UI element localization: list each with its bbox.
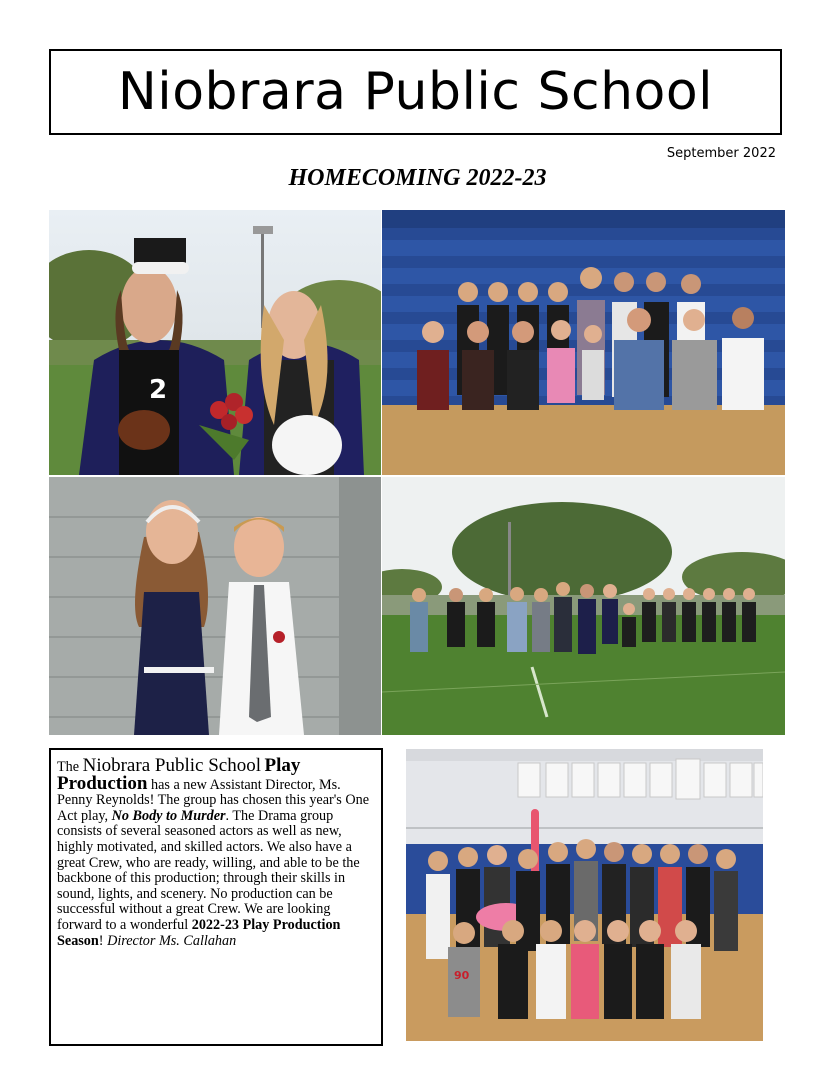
- season-highlight: 2022-23 Play Production Season: [57, 916, 341, 949]
- court-on-field-photo: [382, 477, 785, 735]
- sweatshirt-number: 90: [454, 969, 470, 982]
- king-jersey-number: 2: [149, 375, 168, 405]
- article-text-part2: . The Drama group consists of several seasoned actors as well as new, highly motivated, and skilled actors. We also have a great Crew, who are ready, willing, and able to be the backbone of this production; through their skills in sound, lights, and scenery. No production can be successful without a great Crew. We are looking forward to a wonderful: [57, 807, 360, 933]
- play-title: No Body to Murder: [111, 807, 226, 824]
- issue-date: September 2022: [666, 146, 776, 161]
- court-group-photo: [382, 210, 785, 475]
- masthead-box: [49, 49, 782, 135]
- director-signature: Director Ms. Callahan: [107, 932, 237, 949]
- intro-the: The: [57, 759, 83, 775]
- play-production-highlight: Play Production: [57, 755, 301, 794]
- school-title: Niobrara Public School: [117, 62, 714, 122]
- crown-bearers-photo: [49, 477, 381, 735]
- school-name-highlight: Niobrara Public School: [82, 755, 261, 776]
- play-production-group-photo: [406, 749, 763, 1041]
- play-production-article: [49, 748, 383, 1046]
- homecoming-headline: HOMECOMING 2022-23: [288, 165, 547, 191]
- article-text-part1: has a new Assistant Director, Ms. Penny Reynolds! The group has chosen this year's One Act play,: [57, 776, 370, 824]
- king-and-queen-photo: [49, 210, 381, 475]
- article-text-part3: !: [98, 932, 108, 949]
